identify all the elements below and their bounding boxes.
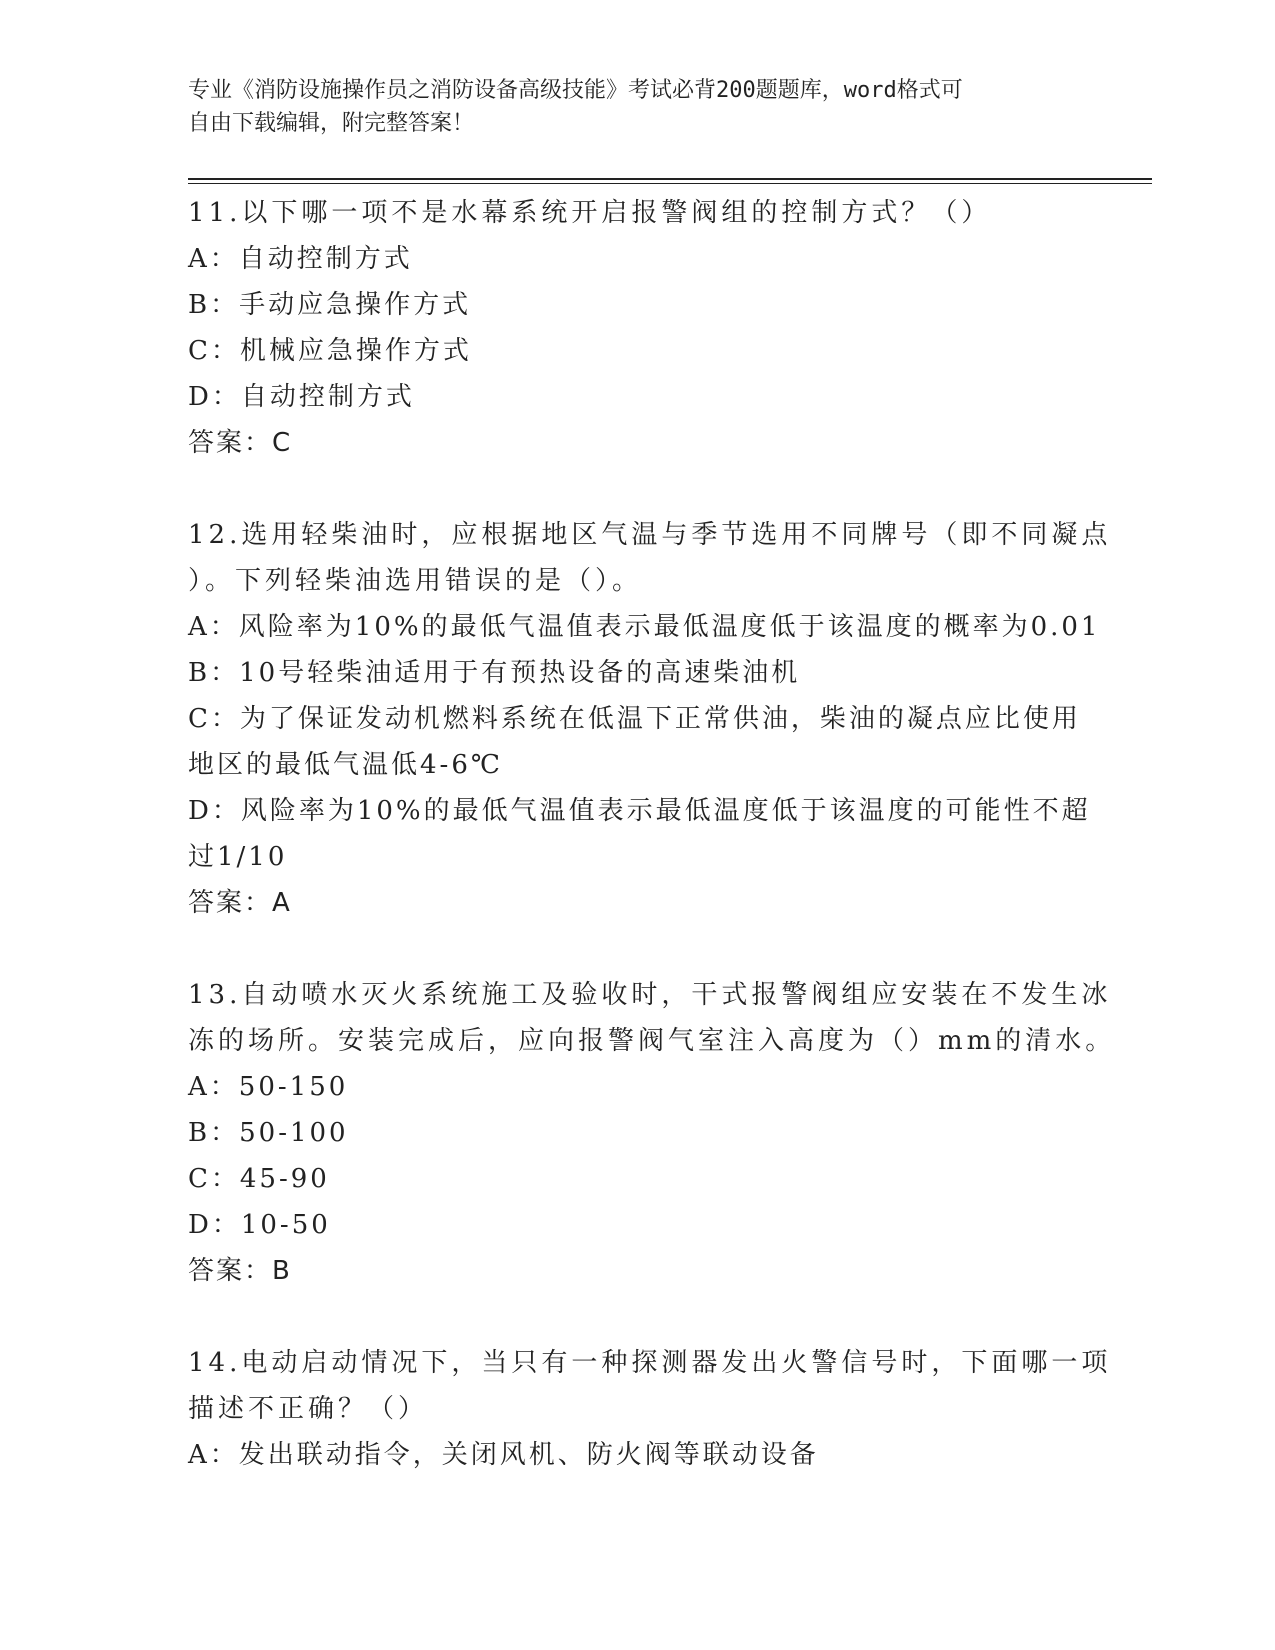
question-option-line: B：50-100	[188, 1118, 349, 1148]
question-option-line: 过1/10	[188, 842, 288, 872]
question-block	[188, 972, 1116, 1294]
question-stem-line: 14.电动启动情况下，当只有一种探测器发出火警信号时，下面哪一项	[188, 1348, 1112, 1378]
question-option-line: A：发出联动指令，关闭风机、防火阀等联动设备	[188, 1440, 819, 1470]
answer-line: 答案：C	[188, 428, 293, 458]
question-stem-line: 冻的场所。安装完成后，应向报警阀气室注入高度为（）mm的清水。	[188, 1026, 1116, 1056]
document-header	[188, 74, 1068, 140]
answer-line: 答案：B	[188, 1256, 292, 1286]
question-block	[188, 190, 1088, 466]
question-option-line: D：10-50	[188, 1210, 331, 1240]
question-block	[188, 1340, 1112, 1478]
header-line-1: 专业《消防设施操作员之消防设备高级技能》考试必背200题题库，word格式可	[188, 78, 963, 103]
question-stem-line: 描述不正确？（）	[188, 1394, 429, 1424]
question-block	[188, 512, 1112, 926]
question-option-line: B：10号轻柴油适用于有预热设备的高速柴油机	[188, 658, 801, 688]
question-stem-line: 13.自动喷水灭火系统施工及验收时，干式报警阀组应安装在不发生冰	[188, 980, 1112, 1010]
question-option-line: C：为了保证发动机燃料系统在低温下正常供油，柴油的凝点应比使用	[188, 704, 1081, 734]
question-option-line: A：50-150	[188, 1072, 349, 1102]
answer-line: 答案：A	[188, 888, 292, 918]
question-option-line: A：自动控制方式	[188, 244, 413, 274]
header-rule-thick	[188, 178, 1152, 180]
question-option-line: D：风险率为10%的最低气温值表示最低温度低于该温度的可能性不超	[188, 796, 1091, 826]
question-list	[188, 190, 1116, 1524]
question-option-line: B：手动应急操作方式	[188, 290, 472, 320]
question-option-line: C：机械应急操作方式	[188, 336, 472, 366]
question-option-line: D：自动控制方式	[188, 382, 415, 412]
question-stem-line: 12.选用轻柴油时，应根据地区气温与季节选用不同牌号（即不同凝点	[188, 520, 1112, 550]
header-line-2: 自由下载编辑，附完整答案！	[188, 111, 475, 136]
question-option-line: 地区的最低气温低4-6℃	[188, 750, 503, 780]
question-option-line: A：风险率为10%的最低气温值表示最低温度低于该温度的概率为0.01	[188, 612, 1101, 642]
header-rule-thin	[188, 183, 1152, 184]
question-stem-line: 11.以下哪一项不是水幕系统开启报警阀组的控制方式？（）	[188, 198, 992, 228]
question-option-line: C：45-90	[188, 1164, 330, 1194]
question-stem-line: ）。下列轻柴油选用错误的是（）。	[188, 566, 643, 596]
